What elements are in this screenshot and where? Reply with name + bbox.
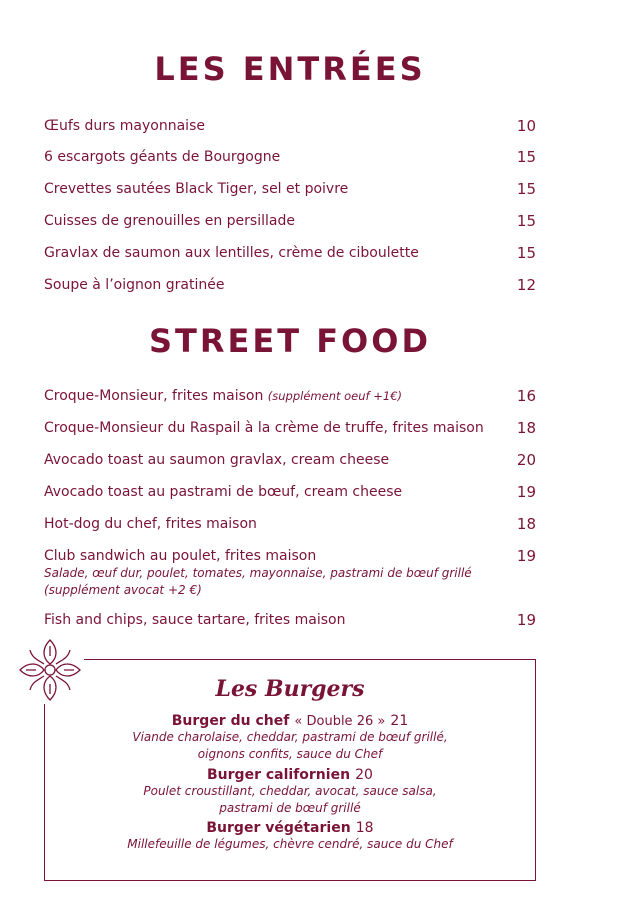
item-note: (supplément oeuf +1€): [267, 389, 403, 403]
item-name: Croque-Monsieur du Raspail à la crème de truffe, frites maison: [44, 420, 484, 436]
burger-name: Burger du chef: [171, 713, 290, 729]
item-name: Gravlax de saumon aux lentilles, crème de ciboulette: [44, 245, 419, 261]
list-item: [44, 483, 536, 501]
item-price: 19: [516, 611, 536, 629]
item-name: [44, 387, 402, 405]
burgers-title: Les Burgers: [215, 676, 365, 702]
item-name: Œufs durs mayonnaise: [44, 118, 205, 134]
item-name: Soupe à l’oignon gratinée: [44, 277, 225, 293]
burger-price: 21: [390, 713, 409, 729]
burger-price: 20: [355, 767, 373, 783]
item-price: 20: [516, 451, 536, 469]
burger-name: Burger végétarien: [206, 820, 351, 836]
burger-description: Millefeuille de légumes, chèvre cendré, sauce du Chef: [127, 837, 453, 851]
burger-item: [45, 710, 535, 763]
burgers-box: [44, 659, 536, 881]
item-name: Avocado toast au pastrami de bœuf, cream cheese: [44, 484, 403, 500]
list-item: [44, 180, 536, 198]
item-name: Avocado toast au saumon gravlax, cream cheese: [44, 452, 390, 468]
item-price: 18: [516, 515, 536, 533]
flower-ornament-icon: [16, 636, 84, 704]
item-price: 10: [516, 117, 536, 135]
list-item: [44, 212, 536, 230]
item-price: 15: [516, 180, 536, 198]
list-item: [44, 387, 536, 405]
item-price: 19: [516, 483, 536, 501]
list-item: [44, 419, 536, 437]
item-name: Crevettes sautées Black Tiger, sel et poivre: [44, 181, 349, 197]
list-item: [44, 244, 536, 262]
list-item: [44, 547, 536, 599]
list-item: [44, 451, 536, 469]
burger-item: [45, 764, 535, 817]
burger-description: Viande charolaise, cheddar, pastrami de bœuf grillé, oignons confits, sauce du Chef: [132, 730, 448, 761]
list-item: [44, 148, 536, 166]
item-price: 12: [516, 276, 536, 294]
item-price: 19: [516, 547, 536, 565]
item-name-text: Croque-Monsieur, frites maison: [44, 388, 264, 404]
entrees-title: LES ENTRÉES: [154, 50, 426, 88]
item-name: Club sandwich au poulet, frites maison: [44, 548, 317, 564]
item-name: Fish and chips, sauce tartare, frites maison: [44, 612, 346, 628]
item-price: 15: [516, 148, 536, 166]
item-name: 6 escargots géants de Bourgogne: [44, 149, 281, 165]
item-price: 18: [516, 419, 536, 437]
item-price: 15: [516, 244, 536, 262]
item-price: 16: [516, 387, 536, 405]
burger-name: Burger californien: [207, 767, 351, 783]
burger-price: 18: [355, 820, 374, 836]
list-item: [44, 611, 536, 629]
list-item: [44, 515, 536, 533]
item-price: 15: [516, 212, 536, 230]
item-name: Hot-dog du chef, frites maison: [44, 516, 257, 532]
item-description: Salade, œuf dur, poulet, tomates, mayonnaise, pastrami de bœuf grillé (supplément avocat +2 €): [44, 566, 472, 597]
list-item: [44, 276, 536, 294]
burger-qualifier: « Double 26 »: [294, 714, 386, 729]
burger-description: Poulet croustillant, cheddar, avocat, sauce salsa, pastrami de bœuf grillé: [143, 784, 437, 815]
street-food-title: STREET FOOD: [148, 322, 432, 360]
list-item: [44, 117, 536, 135]
burger-item: [45, 817, 535, 853]
item-name: Cuisses de grenouilles en persillade: [44, 213, 295, 229]
